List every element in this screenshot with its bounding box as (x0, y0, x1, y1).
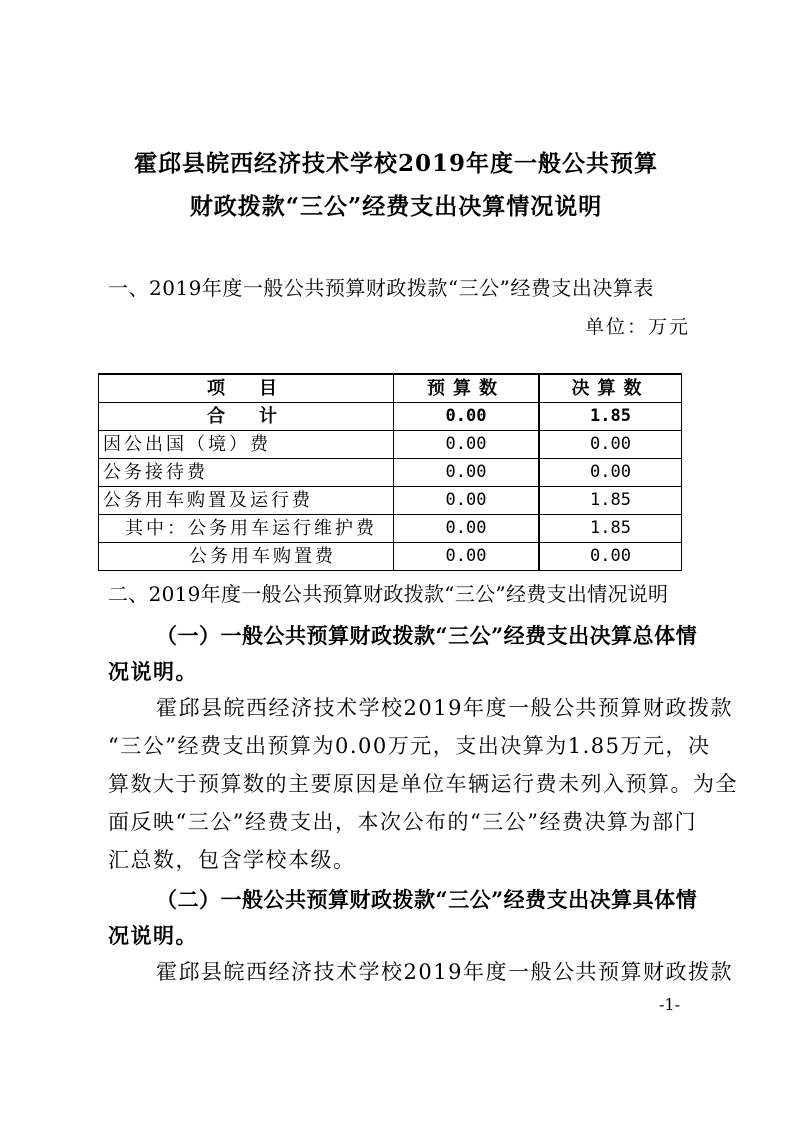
para1-line: 汇总数，包含学校本级。 (108, 848, 356, 872)
row-label: 因公出国（境）费 (99, 431, 394, 459)
header-actual: 决算数 (539, 374, 682, 403)
total-actual: 1.85 (539, 403, 682, 431)
row-budget: 0.00 (394, 543, 540, 571)
row-actual: 1.85 (539, 487, 682, 515)
row-actual: 0.00 (539, 431, 682, 459)
table-total-row (99, 403, 682, 431)
section1-heading: 一、2019年度一般公共预算财政拨款“三公”经费支出决算表 (108, 276, 654, 300)
sub1-line2: 况说明。 (108, 659, 198, 684)
sub1-line1: （一）一般公共预算财政拨款“三公”经费支出决算总体情 (156, 623, 698, 648)
para1-line: 霍邱县皖西经济技术学校2019年度一般公共预算财政拨款 (156, 696, 733, 720)
table-row (99, 431, 682, 459)
row-label: 其中：公务用车运行维护费 (99, 515, 394, 543)
table-header-row (99, 374, 682, 403)
sub2-line2: 况说明。 (108, 923, 198, 948)
row-budget: 0.00 (394, 487, 540, 515)
sub2-line1: （二）一般公共预算财政拨款“三公”经费支出决算具体情 (156, 887, 698, 912)
header-item: 项 目 (99, 374, 394, 403)
table-row (99, 515, 682, 543)
row-actual: 0.00 (539, 543, 682, 571)
total-label: 合 计 (99, 403, 394, 431)
page-number: -1- (659, 995, 680, 1014)
para1-line: “三公”经费支出预算为0.00万元，支出决算为1.85万元，决 (108, 734, 711, 758)
unit-label: 单位：万元 (584, 316, 690, 338)
doc-title-line2: 财政拨款“三公”经费支出决算情况说明 (189, 193, 603, 220)
row-actual: 0.00 (539, 459, 682, 487)
row-budget: 0.00 (394, 431, 540, 459)
row-label: 公务用车购置及运行费 (99, 487, 394, 515)
header-budget: 预算数 (394, 374, 540, 403)
row-budget: 0.00 (394, 515, 540, 543)
total-budget: 0.00 (394, 403, 540, 431)
row-budget: 0.00 (394, 459, 540, 487)
table-row (99, 543, 682, 571)
section2-heading: 二、2019年度一般公共预算财政拨款“三公”经费支出情况说明 (108, 582, 669, 606)
row-actual: 1.85 (539, 515, 682, 543)
para1-line: 面反映“三公”经费支出，本次公布的“三公”经费决算为部门 (108, 810, 697, 834)
row-label: 公务用车购置费 (99, 543, 394, 571)
three-public-expenses-table (98, 373, 682, 571)
doc-title-line1: 霍邱县皖西经济技术学校2019年度一般公共预算 (133, 150, 658, 177)
para2-line: 霍邱县皖西经济技术学校2019年度一般公共预算财政拨款 (156, 960, 733, 984)
row-label: 公务接待费 (99, 459, 394, 487)
table-row (99, 459, 682, 487)
table-row (99, 487, 682, 515)
para1-line: 算数大于预算数的主要原因是单位车辆运行费未列入预算。为全 (108, 772, 738, 796)
